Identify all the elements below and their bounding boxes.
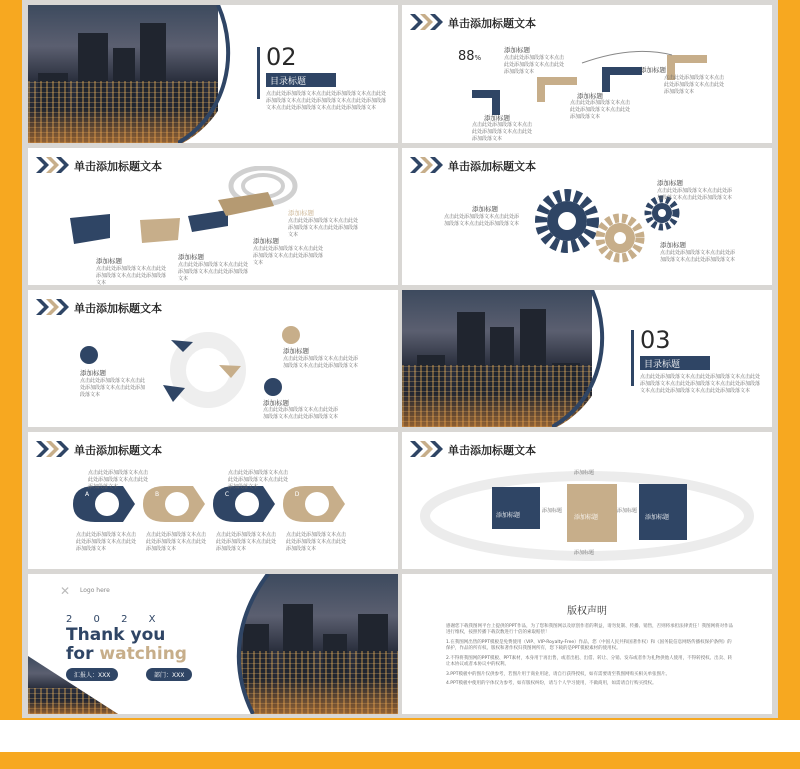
abcd-body-3: 点击此处添加段落文本点击此处添加段落文本点击此处添加段落文本 (216, 532, 277, 552)
accent-bar (257, 47, 260, 99)
slide-gears[interactable] (402, 148, 772, 285)
chevron-icon (36, 157, 70, 173)
ring-label-bottom: 添加标题 (574, 550, 595, 556)
abcd-body-2: 点击此处添加段落文本点击此处添加段落文本点击此处添加段落文本 (146, 532, 207, 552)
slide-cards[interactable] (402, 432, 772, 569)
copyright-p4: 3.PPT模板中的图片仅供参考，若图片用于商业用途，请自行获得授权，如有需要请至我图网购买相关单张图片。 (446, 672, 670, 677)
slide-section-03[interactable] (402, 290, 772, 427)
copyright-p5: 4.PPT模板中使用的字体仅为参考，如有版权纠纷，请与个人学习使用，不做商用，如需请自行购买授权。 (446, 681, 657, 686)
reporter-pill: 汇报人：XXX (66, 668, 118, 681)
copyright-p2: 1.在我图网出售的PPT模板是免费使用（VIP、VIP-Royalty-Free）作品，您（中国人民共和国著作权）和《国务院信息网络传播权保护条例》的保护，作品的所有权、版权和著作权归我图网所有，您下载的是PPT模板素材的使用权。 (446, 640, 732, 651)
label-b: B (152, 490, 162, 500)
abcd-top-body-2: 点击此处添加段落文本点击此处添加段落文本点击此处添加段落文本 (228, 470, 289, 490)
section-number: 03 (640, 326, 671, 354)
ring-label-left: 添加标题 (542, 508, 563, 514)
label-c: C (222, 490, 232, 500)
chevron-icon (410, 157, 444, 173)
card-1[interactable] (492, 487, 540, 529)
gear-body-3: 点击此处添加段落文本点击此处添加段落文本点击此处添加段落文本 (660, 250, 736, 263)
curve-divider (178, 5, 238, 143)
gear-heading-2: 添加标题 (472, 205, 498, 213)
slide-section-02[interactable] (28, 5, 398, 143)
cycle-heading-3: 添加标题 (263, 399, 289, 407)
section-heading: 目录标题 (266, 73, 336, 87)
ring-label-right: 添加标题 (617, 508, 638, 514)
block-heading-1: 添加标题 (288, 209, 314, 217)
percent-number: 88 (458, 49, 475, 64)
chevron-icon (410, 441, 444, 457)
copyright-p1: 感谢您下载我图网平台上提供的PPT作品，为了您和我图网以及原创作者的利益，请勿复制、传播、销售，否则将承担法律责任！我图网将对作品进行维权，按照传播下载次数进行十倍的索取赔偿！ (446, 624, 734, 635)
year-text: 2 0 2 X (66, 614, 165, 625)
slide-title: 单击添加标题文本 (448, 17, 536, 30)
step-body-1: 点击此处添加段落文本点击此处添加段落文本点击此处添加段落文本 (504, 55, 565, 75)
slide-title: 单击添加标题文本 (448, 160, 536, 173)
cycle-body-2: 点击此处添加段落文本点击此处添加段落文本点击此处添加段落文本 (283, 356, 359, 369)
block-body-4: 点击此处添加段落文本点击此处添加段落文本点击此处添加段落文本 (96, 266, 167, 285)
step-heading-3: 添加标题 (577, 92, 603, 100)
block-heading-2: 添加标题 (253, 237, 279, 245)
slide-abcd[interactable] (28, 432, 398, 569)
slide-copyright[interactable] (402, 574, 772, 714)
copyright-p3: 2.不得将我图网的PPT模板、PPT素材，本身用于再出售，或者出租、出借、转让、分销、发布或者作为礼物供他人使用，不得转授权、出卖、转让本协议或者本协议中的权利。 (446, 656, 733, 667)
cycle-body-3: 点击此处添加段落文本点击此处添加段落文本点击此处添加段落文本 (263, 407, 339, 420)
chevron-icon (410, 14, 444, 30)
section-body: 点击此处添加段落文本点击此处添加段落文本点击此处添加段落文本点击此处添加段落文本点击此处添加段落文本点击此处添加段落文本点击此处添加段落文本 (640, 374, 761, 394)
cycle-icon-top (282, 326, 300, 344)
dept-pill: 部门：XXX (146, 668, 192, 681)
slide-title: 单击添加标题文本 (74, 444, 162, 457)
section-number: 02 (266, 43, 297, 71)
card-3-label: 添加标题 (645, 514, 670, 521)
slide-title: 单击添加标题文本 (74, 302, 162, 315)
block-body-1: 点击此处添加段落文本点击此处添加段落文本点击此处添加段落文本 (288, 218, 359, 238)
block-heading-4: 添加标题 (96, 257, 122, 265)
step-body-2: 点击此处添加段落文本点击此处添加段落文本点击此处添加段落文本 (472, 122, 533, 142)
slide-thank-you[interactable] (28, 574, 398, 714)
card-1-label: 添加标题 (496, 512, 521, 519)
ring-label-top: 添加标题 (574, 470, 595, 476)
slide-title: 单击添加标题文本 (448, 444, 536, 457)
gear-heading-3: 添加标题 (660, 241, 686, 249)
label-d: D (292, 490, 302, 500)
cycle-body-1: 点击此处添加段落文本点击此处添加段落文本点击此处添加段落文本 (80, 378, 146, 398)
label-a: A (82, 490, 92, 500)
block-body-2: 点击此处添加段落文本点击此处添加段落文本点击此处添加段落文本 (253, 246, 324, 266)
abcd-body-4: 点击此处添加段落文本点击此处添加段落文本点击此处添加段落文本 (286, 532, 347, 552)
curve-divider-right (208, 574, 278, 714)
block-heading-3: 添加标题 (178, 253, 204, 261)
gear-heading-1: 添加标题 (657, 179, 683, 187)
for-watching-text (66, 644, 187, 664)
cycle-graphic (153, 330, 263, 410)
block-body-3: 点击此处添加段落文本点击此处添加段落文本点击此处添加段落文本 (178, 262, 249, 282)
percent-sign: % (474, 54, 482, 62)
section-body: 点击此处添加段落文本点击此处添加段落文本点击此处添加段落文本点击此处添加段落文本点击此处添加段落文本点击此处添加段落文本点击此处添加段落文本 (266, 91, 387, 111)
copyright-title: 版权声明 (567, 606, 607, 617)
watching-word: watching (99, 644, 187, 664)
chevron-icon (36, 441, 70, 457)
logo-text: Logo here (80, 587, 110, 594)
slide-title: 单击添加标题文本 (74, 160, 162, 173)
gear-body-1: 点击此处添加段落文本点击此处添加段落文本点击此处添加段落文本 (657, 188, 733, 201)
card-2-label: 添加标题 (574, 514, 599, 521)
abcd-body-1: 点击此处添加段落文本点击此处添加段落文本点击此处添加段落文本 (76, 532, 137, 552)
logo-x-icon: ✕ (60, 584, 71, 598)
curve-divider (552, 290, 612, 427)
step-body-4: 点击此处添加段落文本点击此处添加段落文本点击此处添加段落文本 (664, 75, 725, 95)
cycle-heading-1: 添加标题 (80, 369, 106, 377)
slide-steps[interactable] (402, 5, 772, 143)
step-body-3: 点击此处添加段落文本点击此处添加段落文本点击此处添加段落文本 (570, 100, 631, 120)
cycle-icon-bottom (264, 378, 282, 396)
slide-cycle[interactable] (28, 290, 398, 427)
step-heading-2: 添加标题 (484, 114, 510, 122)
step-heading-1: 添加标题 (504, 46, 530, 54)
city-photo-left (28, 656, 118, 714)
thank-you-text: Thank you (66, 625, 166, 645)
slide-3d-steps[interactable] (28, 148, 398, 285)
for-word: for (66, 644, 94, 664)
bottom-strip (0, 720, 800, 752)
accent-bar (631, 330, 634, 386)
cycle-icon-left (80, 346, 98, 364)
step-heading-4: 添加标题 (640, 66, 666, 74)
chevron-icon (36, 299, 70, 315)
gear-body-2: 点击此处添加段落文本点击此处添加段落文本点击此处添加段落文本 (444, 214, 520, 227)
section-heading: 目录标题 (640, 356, 710, 370)
cycle-heading-2: 添加标题 (283, 347, 309, 355)
abcd-top-body-1: 点击此处添加段落文本点击此处添加段落文本点击此处添加段落文本 (88, 470, 149, 490)
